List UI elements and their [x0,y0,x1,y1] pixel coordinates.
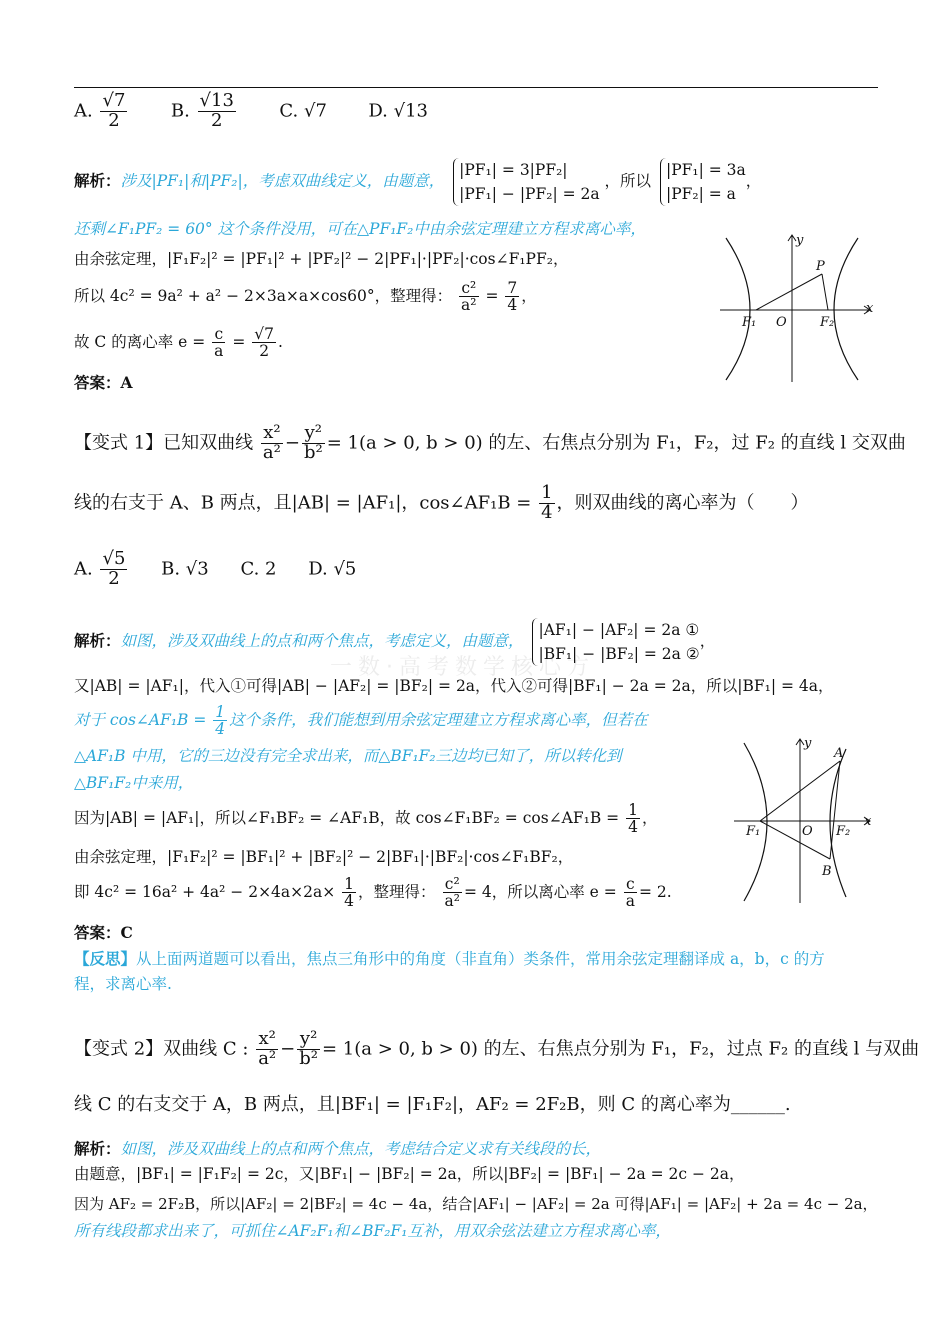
variant1-sol-line3: 对于 cos∠AF₁B = $\frac{1}{4}$ 这个条件，我们能想到用余弦定理建立方程求离心率，但若在 [74,703,648,739]
left-branch [726,238,750,380]
variant2-sol-line2: 由题意，|BF₁| = |F₁F₂| = 2c，又|BF₁| − |BF₂| = 2a，所以|BF₂| = |BF₁| − 2a = 2c − 2a， [74,1165,745,1183]
variant2-sol-line1: 解析：如图，涉及双曲线上的点和两个焦点，考虑结合定义求有关线段的长， [74,1139,602,1158]
sol1-line4: 所以 4c² = 9a² + a² − 2×3a×a×cos60°，整理得： $\frac{\text{c²}}{\text{a²}}$ = $\frac{7}{4}$ ， [74,279,537,315]
sol1-line3: 由余弦定理，|F₁F₂|² = |PF₁|² + |PF₂|² − 2|PF₁|·|PF₂|·cos∠F₁PF₂， [74,250,569,268]
left-branch [744,743,767,901]
svg-text:F₁: F₁ [742,315,757,330]
variant1-options: A. $\frac{√5}{2}$ B. √3 C. 2 D. √5 [74,548,357,589]
option-a-frac: $\frac{√7}{2}$ [102,90,126,131]
options-1: A. $\frac{√7}{2}$ B. $\frac{√13}{2}$ C. √7 D. √13 [74,90,428,131]
variant1-sol-line4: △AF₁B 中用，它的三边没有完全求出来，而△BF₁F₂三边均已知了，所以转化到 [74,747,622,765]
sol1-line2: 还剩∠F₁PF₂ = 60° 这个条件没用，可在△PF₁F₂中由余弦定理建立方程求离心率， [74,220,646,238]
svg-text:O: O [776,315,787,330]
sol1-answer: 答案：A [74,373,133,392]
sol1-line5: 故 C 的离心率 e = $\frac{c}{a}$ = $\frac{√7}{2}$ . [74,325,283,361]
reflection-line1: 【反思】从上面两道题可以看出，焦点三角形中的角度（非直角）类条件，常用余弦定理翻译成 a，b，c 的方 [74,949,825,968]
hyperbola-figure-2 [730,735,880,905]
watermark: 一数·高考数学核心方 [330,655,595,680]
variant1-sol-line6: 因为|AB| = |AF₁|，所以∠F₁BF₂ = ∠AF₁B，故 cos∠F₁BF₂ = cos∠AF₁B = $\frac{1}{4}$ ， [74,801,658,837]
variant1-question-line2: 线的右支于 A、B 两点，且|AB| = |AF₁|，cos∠AF₁B = $\frac{1}{4}$ ，则双曲线的离心率为（ ） [74,482,809,523]
svg-text:A: A [834,746,844,761]
svg-text:F₂: F₂ [836,824,851,839]
variant1-sol-line7: 由余弦定理，|F₁F₂|² = |BF₁|² + |BF₂|² − 2|BF₁|·|BF₂|·cos∠F₁BF₂， [74,848,574,866]
variant2-question-line2: 线 C 的右支交于 A，B 两点，且|BF₁| = |F₁F₂|，AF₂ = 2F₂B，则 C 的离心率为______. [74,1094,791,1115]
variant1-sol-line8: 即 4c² = 16a² + 4a² − 2×4a×2a× $\frac{1}{4}$ ，整理得： $\frac{\text{c²}}{\text{a²}}$ = 4，所以离心率 e = $\frac{c}{a}$ = 2. [74,875,672,911]
variant2-sol-line4: 所有线段都求出来了，可抓住∠AF₂F₁和∠BF₂F₁互补，用双余弦法建立方程求离心率， [74,1222,671,1240]
variant2-sol-line3: 因为 AF₂ = 2F₂B，所以|AF₂| = 2|BF₂| = 4c − 4a，结合|AF₁| − |AF₂| = 2a 可得|AF₁| = |AF₂| + 2a = 4c − 2a， [74,1195,878,1213]
hyperbola-figure-1 [712,230,882,385]
svg-text:y: y [804,736,812,751]
svg-text:x: x [864,814,872,829]
variant1-question-line1: 【变式 1】已知双曲线 $\frac{\text{x²}}{\text{a²}}$ − $\frac{\text{y²}}{\text{b²}}$ = 1(a > 0, b > 0) 的左、右焦点分别为 F₁，F₂，过 F₂ 的直线 l 交双曲 [74,422,906,463]
variant1-answer: 答案：C [74,923,133,942]
svg-text:F₁: F₁ [746,824,761,839]
system-1: |PF₁| = 3|PF₂| |PF₁| − |PF₂| = 2a [453,158,599,206]
sol1-line1: 解析：涉及|PF₁|和|PF₂|，考虑双曲线定义，由题意， |PF₁| = 3|PF₂| |PF₁| − |PF₂| = 2a ，所以 |PF₁| = 3a |PF₂| = a ， [74,158,761,206]
right-branch [830,749,846,897]
svg-text:O: O [802,824,813,839]
system-2: |PF₁| = 3a |PF₂| = a [660,158,746,206]
variant1-sol-line1: 解析：如图，涉及双曲线上的点和两个焦点，考虑定义，由题意， |AF₁| − |AF₂| = 2a ① |BF₁| − |BF₂| = 2a ② ， [74,618,715,666]
variant1-sol-line2: 又|AB| = |AF₁|，代入①可得|AB| − |AF₂| = |BF₂| = 2a，代入②可得|BF₁| − 2a = 2a，所以|BF₁| = 4a， [74,677,834,695]
variant1-sol-line5: △BF₁F₂中来用， [74,774,194,792]
svg-text:x: x [866,301,874,316]
svg-text:P: P [816,259,825,274]
svg-text:F₂: F₂ [820,315,835,330]
top-rule [74,87,878,88]
right-branch [834,238,858,380]
variant2-question-line1: 【变式 2】双曲线 C : $\frac{\text{x²}}{\text{a²}}$ − $\frac{\text{y²}}{\text{b²}}$ = 1(a > 0, b > 0) 的左、右焦点分别为 F₁，F₂，过点 F₂ 的直线 l 与双曲 [74,1028,920,1069]
option-b-frac: $\frac{√13}{2}$ [199,90,234,131]
svg-text:B: B [822,864,832,879]
svg-text:y: y [796,233,804,248]
reflection-line2: 程，求离心率. [74,975,172,993]
